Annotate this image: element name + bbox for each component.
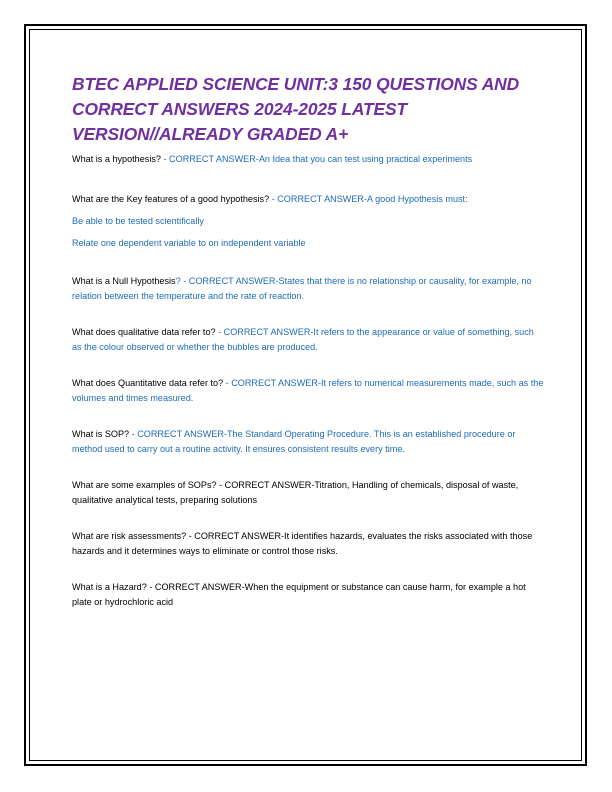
hypothesis-point: Be able to be tested scientifically [72,216,204,226]
answer-text: - CORRECT ANSWER-The Standard Operating Procedure. This is an established procedure or method used to carry out a routine activity. It ensures consistent results every time. [72,429,516,454]
qa-item [72,376,544,406]
question-text: What does qualitative data refer to? [72,327,219,337]
qa-item [72,478,544,508]
answer-text: - CORRECT ANSWER-It refers to numerical measurements made, such as the volumes and times measured. [72,378,544,403]
answer-text: - CORRECT ANSWER-A good Hypothesis must: [271,194,468,204]
qa-item [72,580,544,610]
qa-item [72,192,544,207]
question-text: What does Quantitative data refer to? [72,378,226,388]
question-text: What is a Hazard? - CORRECT ANSWER-When the equipment or substance can cause harm, for example a hot plate or hydrochloric acid [72,582,526,607]
qa-item [72,152,544,167]
question-text: What are some examples of SOPs? - CORRECT ANSWER-Titration, Handling of chemicals, disposal of waste, qualitative analytical tests, preparing solutions [72,480,519,505]
document-body [72,72,544,610]
question-text: What are the Key features of a good hypothesis? [72,194,272,204]
hypothesis-point: Relate one dependent variable to on independent variable [72,238,306,248]
answer-text: - CORRECT ANSWER-It refers to the appearance or value of something, such as the colour observed or whether the bubbles are produced. [72,327,534,352]
question-text: What are risk assessments? - CORRECT ANSWER-It identifies hazards, evaluates the risks associated with those hazards and it determines ways to eliminate or control those risks. [72,531,533,556]
qa-item [72,427,544,457]
answer-text: ? - CORRECT ANSWER-States that there is no relationship or causality, for example, no relation between the temperature and the rate of reaction. [72,276,532,301]
question-text: What is SOP? [72,429,132,439]
answer-text: - CORRECT ANSWER-An Idea that you can test using practical experiments [163,154,473,164]
document-title: BTEC APPLIED SCIENCE UNIT:3 150 QUESTIONS AND CORRECT ANSWERS 2024-2025 LATEST VERSION//ALREADY GRADED A+ [72,74,520,144]
question-text: What is a Null Hypothesis [72,276,176,286]
question-text: What is a hypothesis? [72,154,164,164]
qa-item [72,529,544,559]
qa-item [72,274,544,304]
qa-item [72,325,544,355]
